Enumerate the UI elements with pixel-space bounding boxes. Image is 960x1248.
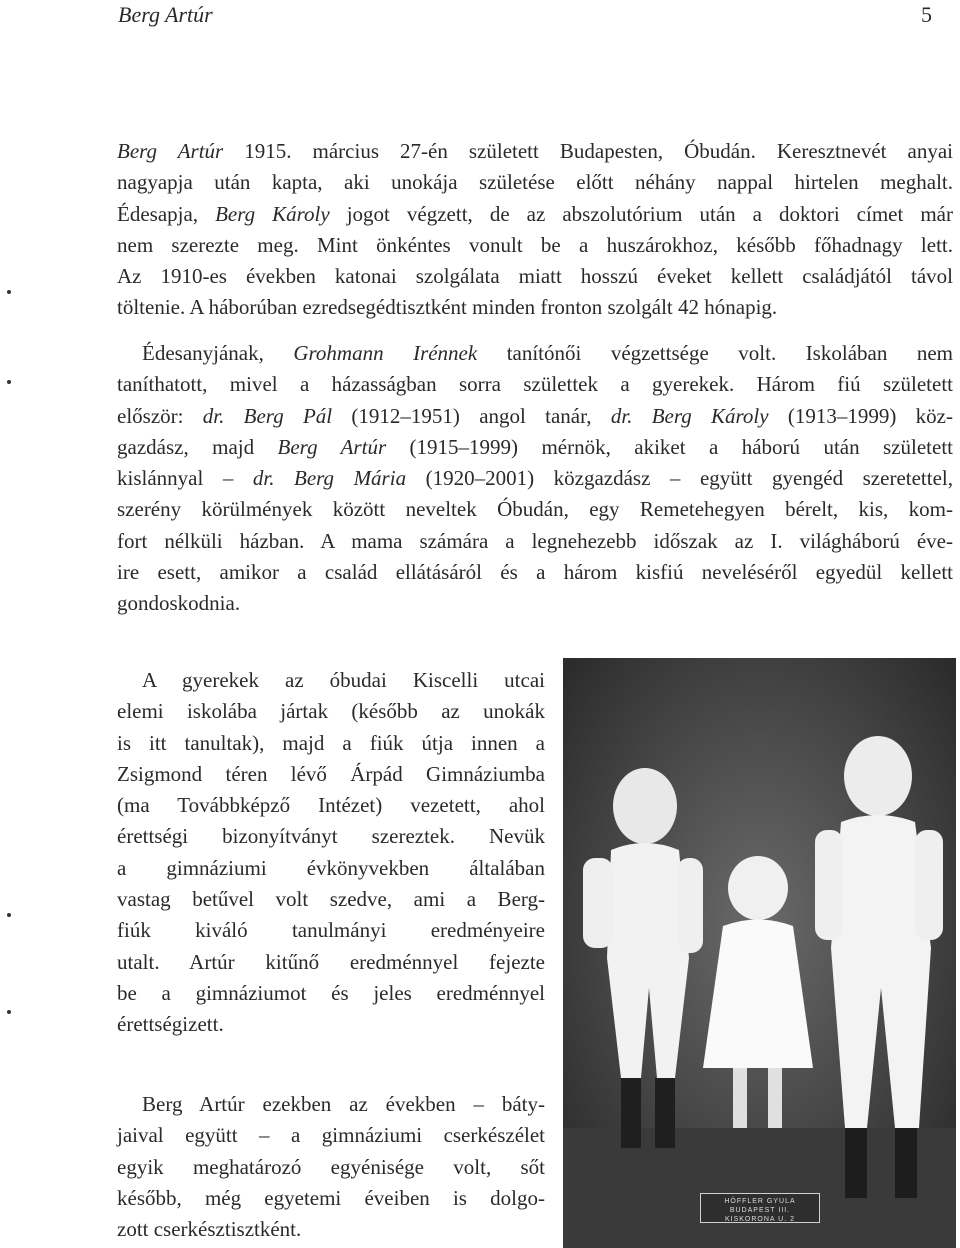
text-line: gazdász, majd Berg Artúr (1915–1999) mérnök, akiket a háború után született (117, 434, 953, 459)
margin-mark (7, 1010, 11, 1014)
paragraph-1 (117, 136, 953, 324)
text-line: érettségizett. (117, 1012, 224, 1037)
text-line: jaival együtt – a gimnáziumi cserkészélet (117, 1123, 545, 1148)
running-header-title: Berg Artúr (118, 2, 213, 27)
text-line: elemi iskolába jártak (később az unokák (117, 699, 545, 724)
text-line: utalt. Artúr kitűnő eredménnyel fejezte (117, 949, 545, 974)
paragraph-3 (117, 665, 545, 1041)
text-line: taníthatott, mivel a házasságban sorra születtek a gyerekek. Három fiú született (117, 372, 953, 397)
text-line: gondoskodnia. (117, 591, 241, 616)
photographer-stamp (700, 1193, 820, 1223)
text-line: fiúk kiváló tanulmányi eredményeire (117, 918, 545, 943)
text-line: töltenie. A háborúban ezredsegédtisztként minden fronton szolgált 42 hónapig. (117, 295, 778, 320)
text-line: Berg Artúr ezekben az években – báty- (142, 1092, 545, 1116)
text-line: zott cserkésztisztként. (117, 1217, 302, 1242)
stamp-line: KISKORONA U. 2 (724, 1216, 796, 1223)
text-line: nagyapja után kapta, aki unokája születése előtt néhány nappal hirtelen meghalt. (117, 170, 953, 195)
text-line: ire esett, amikor a család ellátásáról és a három kisfiú neveléséről egyedül kellett (117, 560, 953, 585)
stamp-line: BUDAPEST III. (729, 1207, 791, 1214)
margin-mark (7, 290, 11, 294)
text-line: a gimnáziumi évkönyvekben általában (117, 855, 545, 880)
text-line: is itt tanultak), majd a fiúk útja innen a (117, 730, 545, 755)
text-line: kislánnyal – dr. Berg Mária (1920–2001) közgazdász – együtt gyengéd szeretettel, (117, 466, 953, 491)
text-line: (ma Továbbképző Intézet) vezetett, ahol (117, 793, 545, 818)
text-line: Édesanyjának, Grohmann Irénnek tanítónői végzettsége volt. Iskolában nem (142, 341, 953, 365)
family-photo (563, 658, 956, 1248)
margin-mark (7, 380, 11, 384)
paragraph-4 (117, 1089, 545, 1245)
text-line: fort nélküli házban. A mama számára a legnehezebb időszak az I. világháború éve- (117, 528, 953, 553)
text-line: Az 1910-es években katonai szolgálata miatt hosszú éveket kellett családjától távol (117, 264, 953, 289)
text-line: szerény körülmények között neveltek Óbudán, egy Remetehegyen bérelt, kis, kom- (117, 497, 953, 522)
children-photo-illustration (563, 658, 956, 1248)
text-line: egyik meghatározó egyénisége volt, sőt (117, 1154, 545, 1179)
text-line: be a gimnáziumot és jeles eredménnyel (117, 980, 545, 1005)
text-line: először: dr. Berg Pál (1912–1951) angol tanár, dr. Berg Károly (1913–1999) köz- (117, 403, 953, 428)
stamp-line: HÖFFLER GYULA (724, 1198, 796, 1205)
text-line: A gyerekek az óbudai Kiscelli utcai (142, 668, 545, 692)
text-line: érettségi bizonyítványt szereztek. Nevük (117, 824, 545, 849)
paragraph-2 (117, 338, 953, 620)
text-line: Berg Artúr 1915. március 27-én született Budapesten, Óbudán. Keresztnevét anyai (117, 139, 953, 163)
text-line: Édesapja, Berg Károly jogot végzett, de az abszolutórium után a doktori címet már (117, 201, 954, 226)
text-line: nem szerezte meg. Mint önkéntes vonult be a huszárokhoz, később főhadnagy lett. (117, 232, 953, 257)
page-number: 5 (921, 2, 932, 27)
text-line: vastag betűvel volt szedve, ami a Berg- (117, 887, 545, 912)
text-line: később, még egyetemi éveiben is dolgo- (117, 1185, 545, 1210)
text-line: Zsigmond téren lévő Árpád Gimnáziumba (117, 761, 545, 786)
margin-mark (7, 913, 11, 917)
